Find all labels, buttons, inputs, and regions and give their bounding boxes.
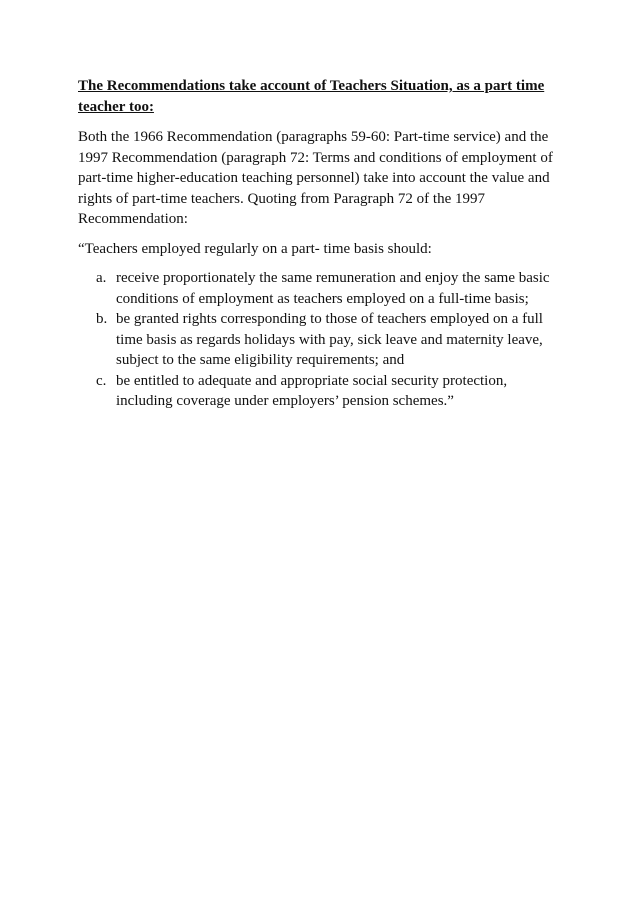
section-heading: The Recommendations take account of Teachers Situation, as a part time teacher too: bbox=[78, 78, 545, 115]
body-paragraph: Both the 1966 Recommendation (paragraphs 59-60: Part-time service) and the 1997 Recommendation (paragraph 72: Terms and conditions of employment of part-time higher-education teaching personnel) take into account the value and rights of part-time teachers. Quoting from Paragraph 72 of the 1997 Recommendation: bbox=[78, 129, 553, 227]
list-item bbox=[78, 268, 562, 309]
list-marker: b. bbox=[96, 311, 108, 327]
list-marker: a. bbox=[96, 270, 107, 286]
list-item bbox=[78, 371, 562, 412]
list-item-text: be entitled to adequate and appropriate social security protection, including coverage under employers’ pension schemes.” bbox=[116, 372, 508, 409]
quote-intro-paragraph: “Teachers employed regularly on a part- time basis should: bbox=[78, 240, 432, 257]
document-page bbox=[78, 76, 562, 412]
quoted-list bbox=[78, 268, 562, 412]
list-item-text: be granted rights corresponding to those of teachers employed on a full time basis as regards holidays with pay, sick leave and maternity leave, subject to the same eligibility requirements; and bbox=[116, 311, 543, 368]
list-item bbox=[78, 309, 562, 371]
list-marker: c. bbox=[96, 372, 107, 389]
list-item-text: receive proportionately the same remuneration and enjoy the same basic conditions of employment as teachers employed on a full-time basis; bbox=[116, 270, 550, 307]
